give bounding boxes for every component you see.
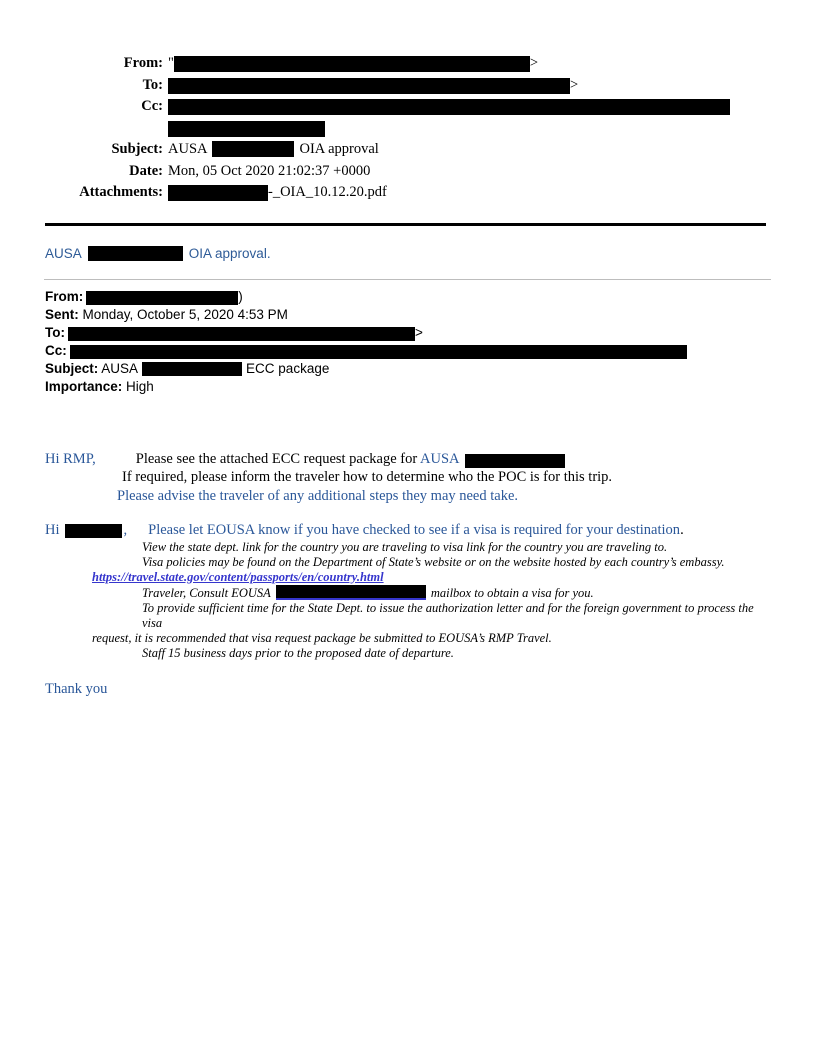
visa-check-sentence: Please let EOUSA know if you have checked to see if a visa is required for your destination xyxy=(148,522,681,538)
header-row-subject xyxy=(45,139,816,161)
quoted-subject-suffix: ECC package xyxy=(246,360,330,376)
message-preview-line xyxy=(45,246,816,261)
to-bracket: > xyxy=(570,76,579,93)
header-row-from xyxy=(45,53,816,75)
attachments-label: Attachments: xyxy=(79,184,163,200)
redaction-bar xyxy=(276,585,426,600)
quoted-row-sent xyxy=(45,306,816,324)
email-body xyxy=(0,450,816,699)
greeting-comma: , xyxy=(123,522,128,538)
redaction-bar xyxy=(168,185,268,201)
redaction-bar xyxy=(168,78,570,94)
quoted-to-bracket: > xyxy=(415,324,423,340)
header-row-cc xyxy=(45,96,816,139)
quoted-importance-label: Importance: xyxy=(45,378,123,394)
quoted-row-from xyxy=(45,288,816,306)
quoted-row-cc xyxy=(45,342,816,360)
to-label: To: xyxy=(142,76,163,93)
visa-check-period: . xyxy=(680,522,684,538)
quoted-row-importance xyxy=(45,378,816,396)
visa-instruction-line-2: Visa policies may be found on the Department of State’s website or on the website hosted by each country’s embassy. xyxy=(142,554,725,569)
poc-instruction-line: If required, please inform the traveler how to determine who the POC is for this trip. xyxy=(122,469,613,485)
redaction-bar xyxy=(142,362,242,376)
preview-suffix: OIA approval. xyxy=(188,245,271,261)
redaction-bar xyxy=(174,56,530,72)
closing-thank-you: Thank you xyxy=(45,680,108,697)
redaction-bar xyxy=(68,327,415,341)
quoted-from-label: From: xyxy=(45,288,84,304)
subject-prefix: AUSA xyxy=(168,141,208,157)
redaction-bar xyxy=(65,524,122,538)
quoted-importance-value: High xyxy=(126,378,154,394)
from-bracket: > xyxy=(529,55,539,71)
para1-text: Please see the attached ECC request package for xyxy=(135,450,421,467)
greeting-hi: Hi xyxy=(45,522,60,538)
quoted-sent-label: Sent: xyxy=(45,306,79,322)
travel-state-gov-link[interactable]: https://travel.state.gov/content/passports/en/country.html xyxy=(92,569,384,584)
redaction-bar xyxy=(465,454,565,468)
consult-suffix: mailbox to obtain a visa for you. xyxy=(430,585,594,600)
traveler-consult-line xyxy=(142,585,776,601)
from-quote: " xyxy=(168,55,174,71)
redaction-bar xyxy=(168,121,325,137)
cc-label: Cc: xyxy=(141,98,163,114)
header-row-to xyxy=(45,75,816,97)
from-label: From: xyxy=(123,55,163,71)
visa-instructions-block xyxy=(45,540,776,661)
attachment-filename: -_OIA_10.12.20.pdf xyxy=(268,184,387,200)
header-row-date xyxy=(45,161,816,183)
quoted-subject-prefix: AUSA xyxy=(101,360,139,376)
advise-traveler-line: Please advise the traveler of any additional steps they may need take. xyxy=(117,487,519,504)
redaction-bar xyxy=(168,99,730,115)
visa-instruction-line-1: View the state dept. link for the country you are traveling to visa link for the country you are traveling to. xyxy=(142,539,668,554)
consult-prefix: Traveler, Consult EOUSA xyxy=(142,585,271,600)
date-value: Mon, 05 Oct 2020 21:02:37 +0000 xyxy=(168,162,371,179)
quoted-cc-label: Cc: xyxy=(45,342,67,358)
quoted-message-divider xyxy=(44,279,771,280)
preview-prefix: AUSA xyxy=(45,245,82,261)
redaction-bar xyxy=(212,141,294,157)
email-header xyxy=(0,0,816,204)
subject-suffix: OIA approval xyxy=(299,141,379,157)
sufficient-time-line-2: request, it is recommended that visa request package be submitted to EOUSA’s RMP Travel. xyxy=(92,630,552,645)
quoted-to-label: To: xyxy=(45,324,65,340)
date-label: Date: xyxy=(129,162,163,179)
para1-ausa: AUSA xyxy=(420,450,460,467)
quoted-from-paren: ) xyxy=(238,288,243,304)
greeting-traveler-line xyxy=(45,521,776,540)
quoted-row-to xyxy=(45,324,816,342)
subject-label: Subject: xyxy=(111,141,163,157)
quoted-sent-value: Monday, October 5, 2020 4:53 PM xyxy=(82,306,288,322)
staff-days-line: Staff 15 business days prior to the proposed date of departure. xyxy=(142,645,454,660)
redaction-bar xyxy=(88,246,183,261)
quoted-subject-label: Subject: xyxy=(45,360,99,376)
quoted-email-header xyxy=(45,288,816,396)
header-divider-rule xyxy=(45,223,766,226)
quoted-row-subject xyxy=(45,360,816,378)
redaction-bar xyxy=(70,345,687,359)
greeting-rmp: Hi RMP, xyxy=(45,450,96,467)
redaction-bar xyxy=(86,291,238,305)
header-row-attachments xyxy=(45,182,816,204)
greeting-rmp-line xyxy=(45,450,776,469)
sufficient-time-line-1: To provide sufficient time for the State Dept. to issue the authorization letter and for the foreign government to process the visa xyxy=(142,600,754,630)
